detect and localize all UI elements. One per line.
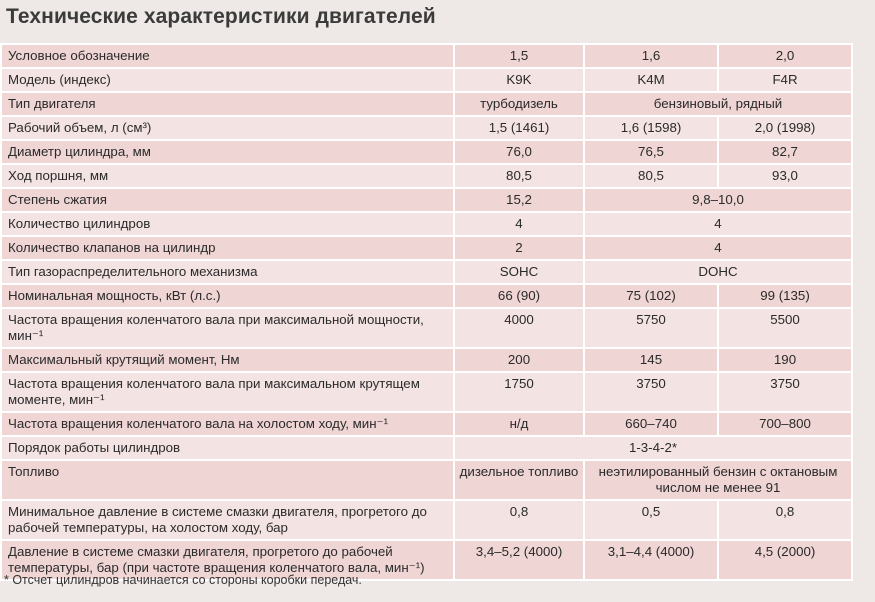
- row-label: Порядок работы цилиндров: [1, 436, 454, 460]
- cell-f4r: 190: [718, 348, 852, 372]
- footnote: * Отсчет цилиндров начинается со стороны коробки передач.: [4, 573, 362, 587]
- cell-k4m-f4r: бензиновый, рядный: [584, 92, 852, 116]
- row-label: Топливо: [1, 460, 454, 500]
- cell-k9k: 15,2: [454, 188, 584, 212]
- cell-k4m: 0,5: [584, 500, 718, 540]
- cell-k4m: 1,6: [584, 44, 718, 68]
- row-label: Частота вращения коленчатого вала на холостом ходу, мин⁻¹: [1, 412, 454, 436]
- cell-f4r: 99 (135): [718, 284, 852, 308]
- table-row: [1, 140, 852, 164]
- table-row: [1, 412, 852, 436]
- row-label: Тип газораспределительного механизма: [1, 260, 454, 284]
- table-row: [1, 236, 852, 260]
- cell-f4r: 93,0: [718, 164, 852, 188]
- cell-k4m: 80,5: [584, 164, 718, 188]
- cell-k9k: 2: [454, 236, 584, 260]
- row-label: Номинальная мощность, кВт (л.с.): [1, 284, 454, 308]
- row-label: Давление в системе смазки двигателя, прогретого до рабочей температуры, бар (при частоте вращения коленчатого вала, мин⁻¹): [1, 540, 454, 580]
- row-label: Минимальное давление в системе смазки двигателя, прогретого до рабочей температуры, на холостом ходу, бар: [1, 500, 454, 540]
- cell-k9k: 1750: [454, 372, 584, 412]
- cell-k4m-f4r: 9,8–10,0: [584, 188, 852, 212]
- cell-f4r: 4,5 (2000): [718, 540, 852, 580]
- cell-k4m-f4r: 4: [584, 212, 852, 236]
- cell-k4m: 145: [584, 348, 718, 372]
- cell-k9k: K9K: [454, 68, 584, 92]
- table-row: [1, 260, 852, 284]
- cell-k4m-f4r: 4: [584, 236, 852, 260]
- cell-k9k: 1,5: [454, 44, 584, 68]
- cell-f4r: 700–800: [718, 412, 852, 436]
- row-label: Частота вращения коленчатого вала при максимальной мощности, мин⁻¹: [1, 308, 454, 348]
- row-label: Количество цилиндров: [1, 212, 454, 236]
- cell-k9k: 66 (90): [454, 284, 584, 308]
- cell-k4m-f4r: DOHC: [584, 260, 852, 284]
- table-row: [1, 116, 852, 140]
- cell-k4m: 5750: [584, 308, 718, 348]
- cell-k9k: 4: [454, 212, 584, 236]
- cell-k4m: 3,1–4,4 (4000): [584, 540, 718, 580]
- cell-k4m-f4r: неэтилированный бензин с октановым числом не менее 91: [584, 460, 852, 500]
- table-row: [1, 284, 852, 308]
- table-row: [1, 460, 852, 500]
- cell-k9k: 200: [454, 348, 584, 372]
- cell-k4m: 75 (102): [584, 284, 718, 308]
- cell-all-engines: 1-3-4-2*: [454, 436, 852, 460]
- table-row: [1, 44, 852, 68]
- table-row: [1, 308, 852, 348]
- cell-k4m: 660–740: [584, 412, 718, 436]
- cell-k4m: 3750: [584, 372, 718, 412]
- row-label: Модель (индекс): [1, 68, 454, 92]
- cell-f4r: 82,7: [718, 140, 852, 164]
- cell-k9k: 1,5 (1461): [454, 116, 584, 140]
- table-row: [1, 348, 852, 372]
- cell-k9k: н/д: [454, 412, 584, 436]
- table-row: [1, 188, 852, 212]
- cell-f4r: 2,0 (1998): [718, 116, 852, 140]
- cell-f4r: 2,0: [718, 44, 852, 68]
- table-row: [1, 436, 852, 460]
- cell-k9k: дизельное топливо: [454, 460, 584, 500]
- cell-k4m: K4M: [584, 68, 718, 92]
- cell-k4m: 76,5: [584, 140, 718, 164]
- cell-f4r: 0,8: [718, 500, 852, 540]
- cell-k4m: 1,6 (1598): [584, 116, 718, 140]
- cell-k9k: 4000: [454, 308, 584, 348]
- row-label: Диаметр цилиндра, мм: [1, 140, 454, 164]
- cell-k9k: 0,8: [454, 500, 584, 540]
- row-label: Максимальный крутящий момент, Нм: [1, 348, 454, 372]
- cell-f4r: 5500: [718, 308, 852, 348]
- table-row: [1, 212, 852, 236]
- cell-k9k: 3,4–5,2 (4000): [454, 540, 584, 580]
- page-title: Технические характеристики двигателей: [6, 5, 436, 28]
- row-label: Количество клапанов на цилиндр: [1, 236, 454, 260]
- row-label: Тип двигателя: [1, 92, 454, 116]
- cell-k9k: турбодизель: [454, 92, 584, 116]
- table-row: [1, 68, 852, 92]
- row-label: Ход поршня, мм: [1, 164, 454, 188]
- cell-k9k: 80,5: [454, 164, 584, 188]
- cell-f4r: 3750: [718, 372, 852, 412]
- table-row: [1, 164, 852, 188]
- table-row: [1, 92, 852, 116]
- cell-f4r: F4R: [718, 68, 852, 92]
- row-label: Степень сжатия: [1, 188, 454, 212]
- cell-k9k: SOHC: [454, 260, 584, 284]
- cell-k9k: 76,0: [454, 140, 584, 164]
- table-row: [1, 500, 852, 540]
- table-row: [1, 372, 852, 412]
- row-label: Условное обозначение: [1, 44, 454, 68]
- row-label: Рабочий объем, л (см³): [1, 116, 454, 140]
- engine-specs-table: [0, 43, 853, 581]
- row-label: Частота вращения коленчатого вала при максимальном крутящем моменте, мин⁻¹: [1, 372, 454, 412]
